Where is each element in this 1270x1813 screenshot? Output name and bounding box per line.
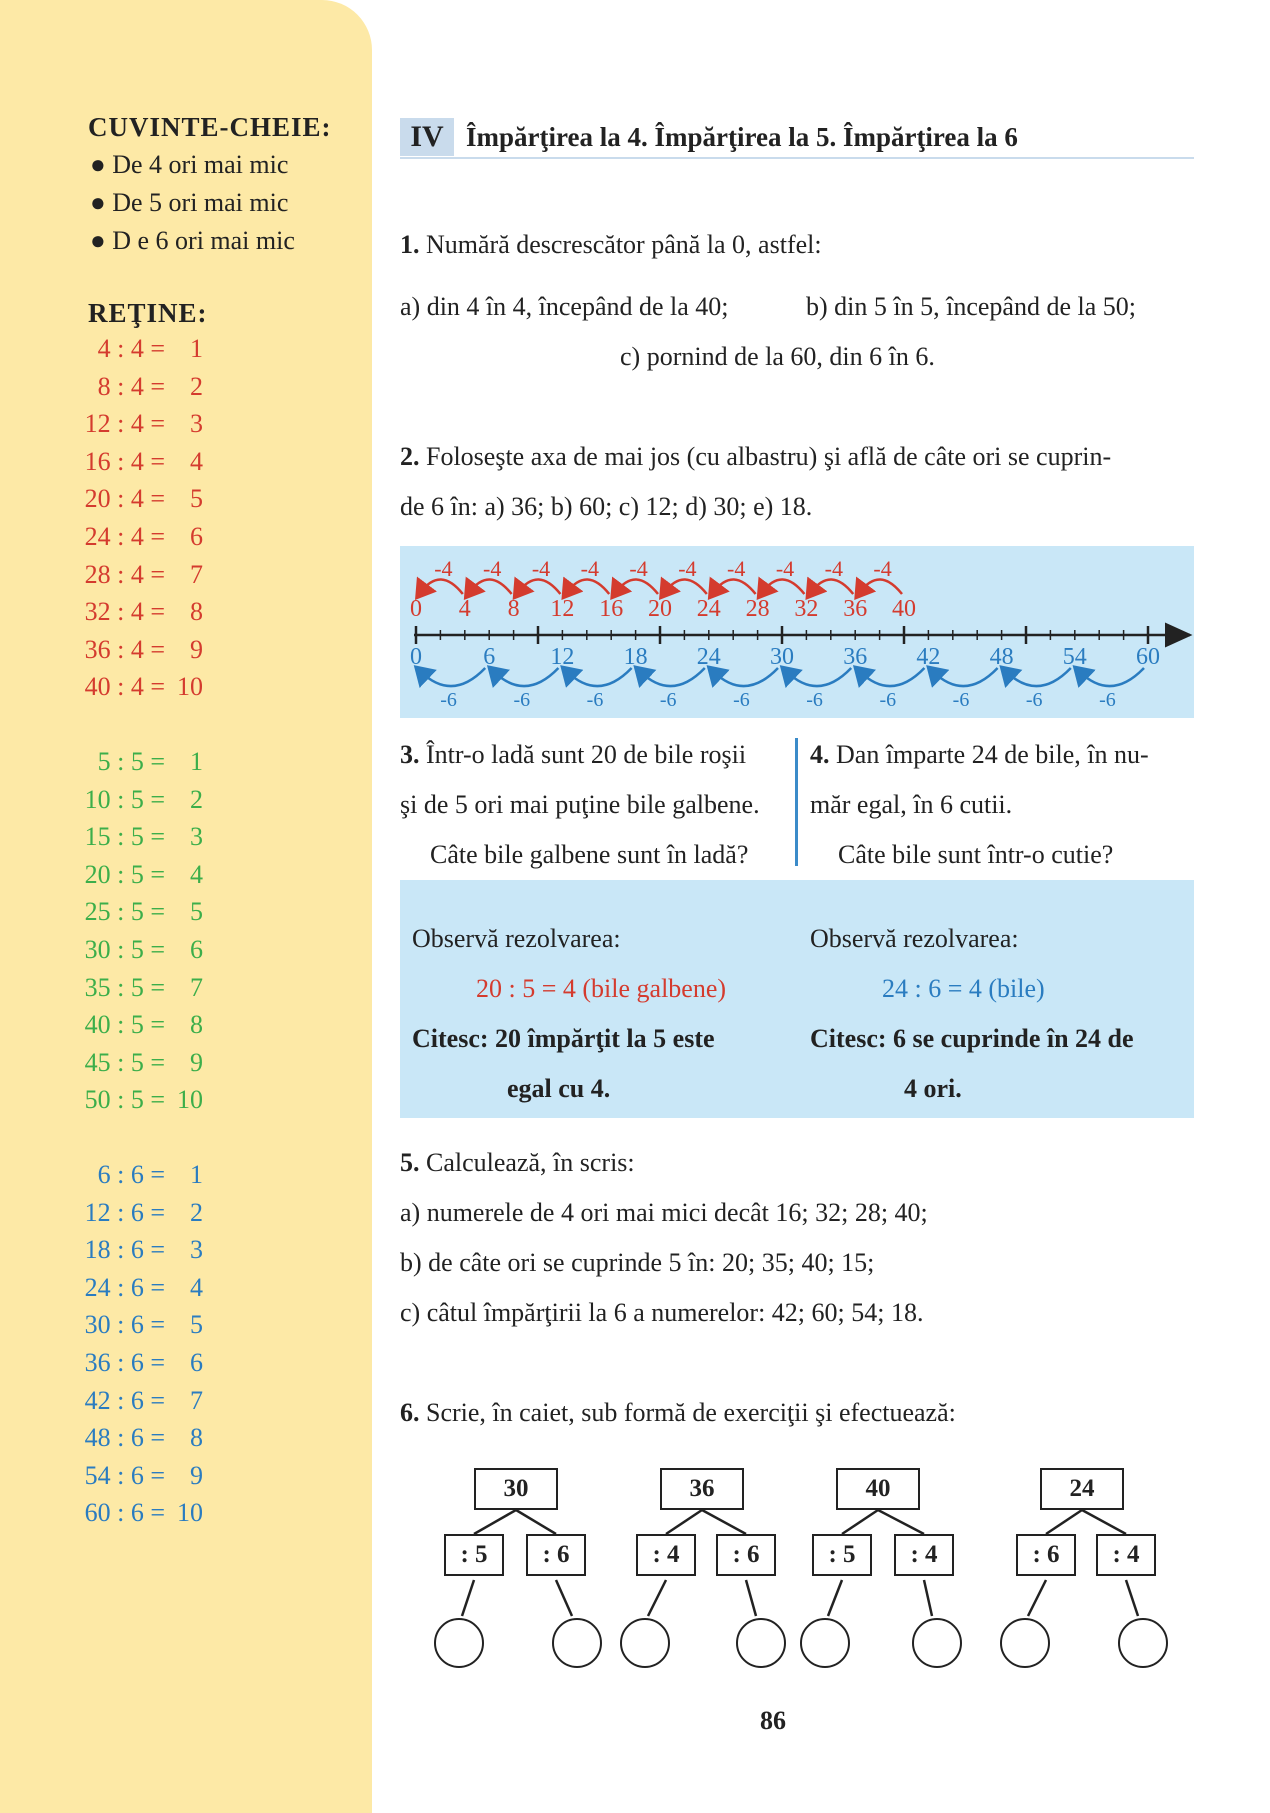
answer-circle [800, 1618, 850, 1668]
blue-step-label: -6 [513, 689, 531, 711]
division-result: 3 [190, 822, 203, 852]
division-expression: 36 : 4 = [84, 634, 165, 664]
exercise-text: Calculează, în scris: [426, 1148, 635, 1177]
keyword-text: De 5 ori mai mic [112, 188, 289, 217]
red-tick-label: 40 [892, 596, 916, 622]
tree-branch [1126, 1580, 1138, 1616]
keyword-text: D e 6 ori mai mic [112, 226, 295, 255]
tree-branch [648, 1580, 666, 1616]
tree-branch [474, 1510, 516, 1534]
tree-branch [516, 1510, 556, 1534]
exercise-number: 5. [400, 1148, 420, 1177]
division-expression: 20 : 5 = [84, 859, 165, 889]
exercise-5-a: a) numerele de 4 ori mai mici decât 16; 32; 28; 40; [400, 1198, 928, 1227]
tree-branch [828, 1580, 842, 1616]
division-result: 6 [190, 1348, 203, 1377]
division-result: 9 [190, 634, 203, 664]
red-tick-label: 12 [550, 596, 575, 622]
tree-top-number: 24 [1040, 1468, 1124, 1510]
division-expression: 50 : 5 = [84, 1085, 165, 1115]
division-result: 4 [190, 1272, 203, 1302]
exercise-1-a: a) din 4 în 4, începând de la 40; [400, 292, 729, 321]
exercise-2-line2: de 6 în: a) 36; b) 60; c) 12; d) 30; e) 18. [400, 492, 813, 521]
division-expression: 28 : 4 = [84, 559, 165, 589]
red-tick-label: 20 [648, 596, 672, 622]
tree-left-divisor: : 6 [1016, 1534, 1076, 1576]
keywords-title: CUVINTE-CHEIE: [88, 112, 332, 142]
division-result: 4 [190, 859, 203, 889]
tree-top-number: 30 [474, 1468, 558, 1510]
division-result: 8 [190, 1010, 203, 1040]
answer-circle [552, 1618, 602, 1668]
solution-left-reading-2: egal cu 4. [507, 1074, 611, 1103]
red-tick-label: 0 [410, 596, 422, 622]
division-expression: 42 : 6 = [84, 1385, 165, 1415]
division-result: 7 [190, 972, 203, 1002]
tree-left-divisor: : 5 [444, 1534, 504, 1576]
tree-branch [1046, 1510, 1082, 1534]
division-expression: 12 : 6 = [84, 1197, 165, 1227]
division-result: 10 [177, 1498, 203, 1528]
tree-branch [462, 1580, 474, 1616]
exercise-3-line2: şi de 5 ori mai puţine bile galbene. [400, 790, 760, 819]
answer-circle [1000, 1618, 1050, 1668]
division-expression: 60 : 6 = [84, 1498, 165, 1528]
red-tick-label: 32 [794, 596, 819, 622]
exercise-number: 6. [400, 1398, 420, 1427]
red-step-label: -4 [727, 556, 746, 581]
blue-tick-label: 42 [916, 644, 941, 670]
division-result: 5 [190, 1310, 203, 1340]
solution-right-label: Observă rezolvarea: [810, 924, 1019, 953]
division-expression: 32 : 4 = [84, 597, 165, 627]
blue-step-label: -6 [440, 689, 457, 711]
division-expression: 5 : 5 = [97, 747, 165, 776]
division-result: 7 [190, 1385, 203, 1415]
red-step-label: -4 [531, 556, 551, 581]
solution-right-reading-2: 4 ori. [904, 1074, 962, 1103]
blue-tick-label: 24 [696, 644, 721, 670]
exercise-5-c: c) câtul împărţirii la 6 a numerelor: 42; 60; 54; 18. [400, 1298, 924, 1327]
solution-right-equation: 24 : 6 = 4 (bile) [882, 974, 1045, 1003]
remember-title: REŢINE: [88, 298, 208, 328]
blue-tick-label: 0 [410, 644, 422, 670]
division-expression: 45 : 5 = [84, 1047, 165, 1077]
division-result: 9 [190, 1460, 203, 1490]
tree-top-number: 40 [836, 1468, 920, 1510]
red-tick-label: 8 [507, 596, 520, 622]
red-step-label: -4 [483, 556, 502, 581]
division-expression: 35 : 5 = [84, 972, 165, 1002]
keyword-item: ● De 4 ori mai mic [90, 150, 289, 179]
division-result: 6 [190, 935, 203, 964]
division-result: 8 [190, 597, 203, 627]
tree-branch [924, 1580, 932, 1616]
division-expression: 18 : 6 = [84, 1235, 165, 1265]
division-result: 2 [190, 1197, 203, 1227]
red-step-label: -4 [434, 556, 453, 581]
tree-branch [1028, 1580, 1046, 1616]
exercise-number: 2. [400, 442, 420, 471]
division-result: 10 [177, 1085, 203, 1115]
blue-step-label: -6 [1025, 689, 1043, 711]
tree-branch [1082, 1510, 1126, 1534]
blue-tick-label: 36 [843, 644, 868, 670]
exercise-5-b: b) de câte ori se cuprinde 5 în: 20; 35; 40; 15; [400, 1248, 875, 1277]
tree-branch [842, 1510, 878, 1534]
solution-left-equation: 20 : 5 = 4 (bile galbene) [476, 974, 727, 1003]
tree-branch [878, 1510, 924, 1534]
division-result: 10 [177, 672, 203, 702]
division-expression: 24 : 6 = [84, 1272, 165, 1302]
red-tick-label: 28 [745, 596, 770, 622]
division-result: 3 [190, 1235, 203, 1265]
exercise-text: Dan împarte 24 de bile, în nu- [836, 740, 1149, 769]
exercise-text: Într-o ladă sunt 20 de bile roşii [426, 740, 747, 769]
exercise-4-line2: măr egal, în 6 cutii. [810, 790, 1013, 819]
division-expression: 25 : 5 = [84, 897, 165, 927]
tree-left-divisor: : 5 [812, 1534, 872, 1576]
division-result: 4 [190, 446, 203, 476]
division-expression: 30 : 6 = [84, 1310, 165, 1340]
division-expression: 24 : 4 = [84, 522, 165, 551]
answer-circle [736, 1618, 786, 1668]
division-expression: 6 : 6 = [97, 1160, 165, 1189]
tree-top-number: 36 [660, 1468, 744, 1510]
exercise-text: Scrie, în caiet, sub formă de exerciţii şi efectuează: [426, 1398, 956, 1427]
answer-circle [1118, 1618, 1168, 1668]
blue-step-label: -6 [733, 689, 750, 711]
keyword-text: De 4 ori mai mic [112, 150, 289, 179]
division-result: 2 [190, 371, 203, 401]
division-expression: 15 : 5 = [84, 822, 165, 852]
division-result: 3 [190, 409, 203, 439]
division-result: 6 [190, 522, 203, 551]
division-result: 5 [190, 897, 203, 927]
tree-right-divisor: : 4 [894, 1534, 954, 1576]
blue-tick-label: 60 [1136, 644, 1160, 670]
tree-right-divisor: : 4 [1096, 1534, 1156, 1576]
division-expression: 30 : 5 = [84, 935, 165, 964]
blue-step-label: -6 [1099, 689, 1116, 711]
division-expression: 8 : 4 = [97, 371, 165, 401]
division-result: 1 [190, 747, 203, 776]
solution-left-reading-1: Citesc: 20 împărţit la 5 este [412, 1024, 715, 1053]
exercise-3-line3: Câte bile galbene sunt în ladă? [430, 840, 749, 869]
tree-branch [746, 1580, 756, 1616]
division-expression: 36 : 6 = [84, 1348, 165, 1377]
blue-tick-label: 18 [623, 644, 648, 670]
exercise-text: Numără descrescător până la 0, astfel: [426, 230, 822, 259]
exercise-1-b: b) din 5 în 5, începând de la 50; [806, 292, 1136, 321]
red-step-label: -4 [824, 556, 843, 581]
red-tick-label: 16 [599, 596, 624, 622]
answer-circle [912, 1618, 962, 1668]
red-step-label: -4 [629, 556, 648, 581]
division-result: 1 [190, 1160, 203, 1189]
division-expression: 10 : 5 = [84, 784, 165, 814]
division-expression: 16 : 4 = [84, 446, 165, 476]
blue-step-label: -6 [586, 689, 604, 711]
tree-left-divisor: : 4 [636, 1534, 696, 1576]
division-expression: 40 : 5 = [84, 1010, 165, 1040]
tree-right-divisor: : 6 [716, 1534, 776, 1576]
blue-step-label: -6 [879, 689, 897, 711]
red-step-label: -4 [678, 556, 697, 581]
exercise-1-c: c) pornind de la 60, din 6 în 6. [620, 342, 935, 371]
division-expression: 40 : 4 = [84, 672, 165, 702]
division-result: 2 [190, 784, 203, 814]
blue-step-label: -6 [806, 689, 823, 711]
red-step-label: -4 [775, 556, 795, 581]
exercise-4-line3: Câte bile sunt într-o cutie? [838, 840, 1114, 869]
blue-tick-label: 54 [1062, 644, 1087, 670]
unit-badge: IV [400, 118, 454, 156]
exercise-number: 3. [400, 740, 420, 769]
blue-tick-label: 12 [550, 644, 575, 670]
keyword-item: ● D e 6 ori mai mic [90, 226, 295, 255]
division-expression: 12 : 4 = [84, 409, 165, 439]
tree-right-divisor: : 6 [526, 1534, 586, 1576]
blue-step-label: -6 [952, 689, 970, 711]
exercise-text: Foloseşte axa de mai jos (cu albastru) şi află de câte ori se cuprin- [426, 442, 1112, 471]
exercise-number: 1. [400, 230, 420, 259]
tree-branch [702, 1510, 746, 1534]
blue-tick-label: 48 [989, 644, 1014, 670]
answer-circle [620, 1618, 670, 1668]
page-number: 86 [760, 1706, 786, 1735]
division-result: 9 [190, 1047, 203, 1077]
blue-step-label: -6 [659, 689, 677, 711]
red-step-label: -4 [873, 556, 892, 581]
answer-circle [434, 1618, 484, 1668]
solution-left-label: Observă rezolvarea: [412, 924, 621, 953]
red-tick-label: 4 [458, 596, 471, 622]
blue-tick-label: 6 [483, 644, 496, 670]
exercise-number: 4. [810, 740, 830, 769]
lesson-title: Împărţirea la 4. Împărţirea la 5. Împărţirea la 6 [466, 122, 1018, 152]
division-expression: 48 : 6 = [84, 1423, 165, 1453]
blue-tick-label: 30 [770, 644, 794, 670]
tree-branch [556, 1580, 572, 1616]
division-result: 8 [190, 1423, 203, 1453]
red-tick-label: 24 [696, 596, 721, 622]
red-tick-label: 36 [843, 596, 868, 622]
solution-right-reading-1: Citesc: 6 se cuprinde în 24 de [810, 1024, 1134, 1053]
division-result: 1 [190, 334, 203, 363]
division-expression: 20 : 4 = [84, 484, 165, 514]
division-expression: 54 : 6 = [84, 1460, 165, 1490]
division-expression: 4 : 4 = [97, 334, 165, 363]
red-step-label: -4 [580, 556, 599, 581]
division-result: 5 [190, 484, 203, 514]
keyword-item: ● De 5 ori mai mic [90, 188, 289, 217]
division-result: 7 [190, 559, 203, 589]
tree-branch [666, 1510, 702, 1534]
